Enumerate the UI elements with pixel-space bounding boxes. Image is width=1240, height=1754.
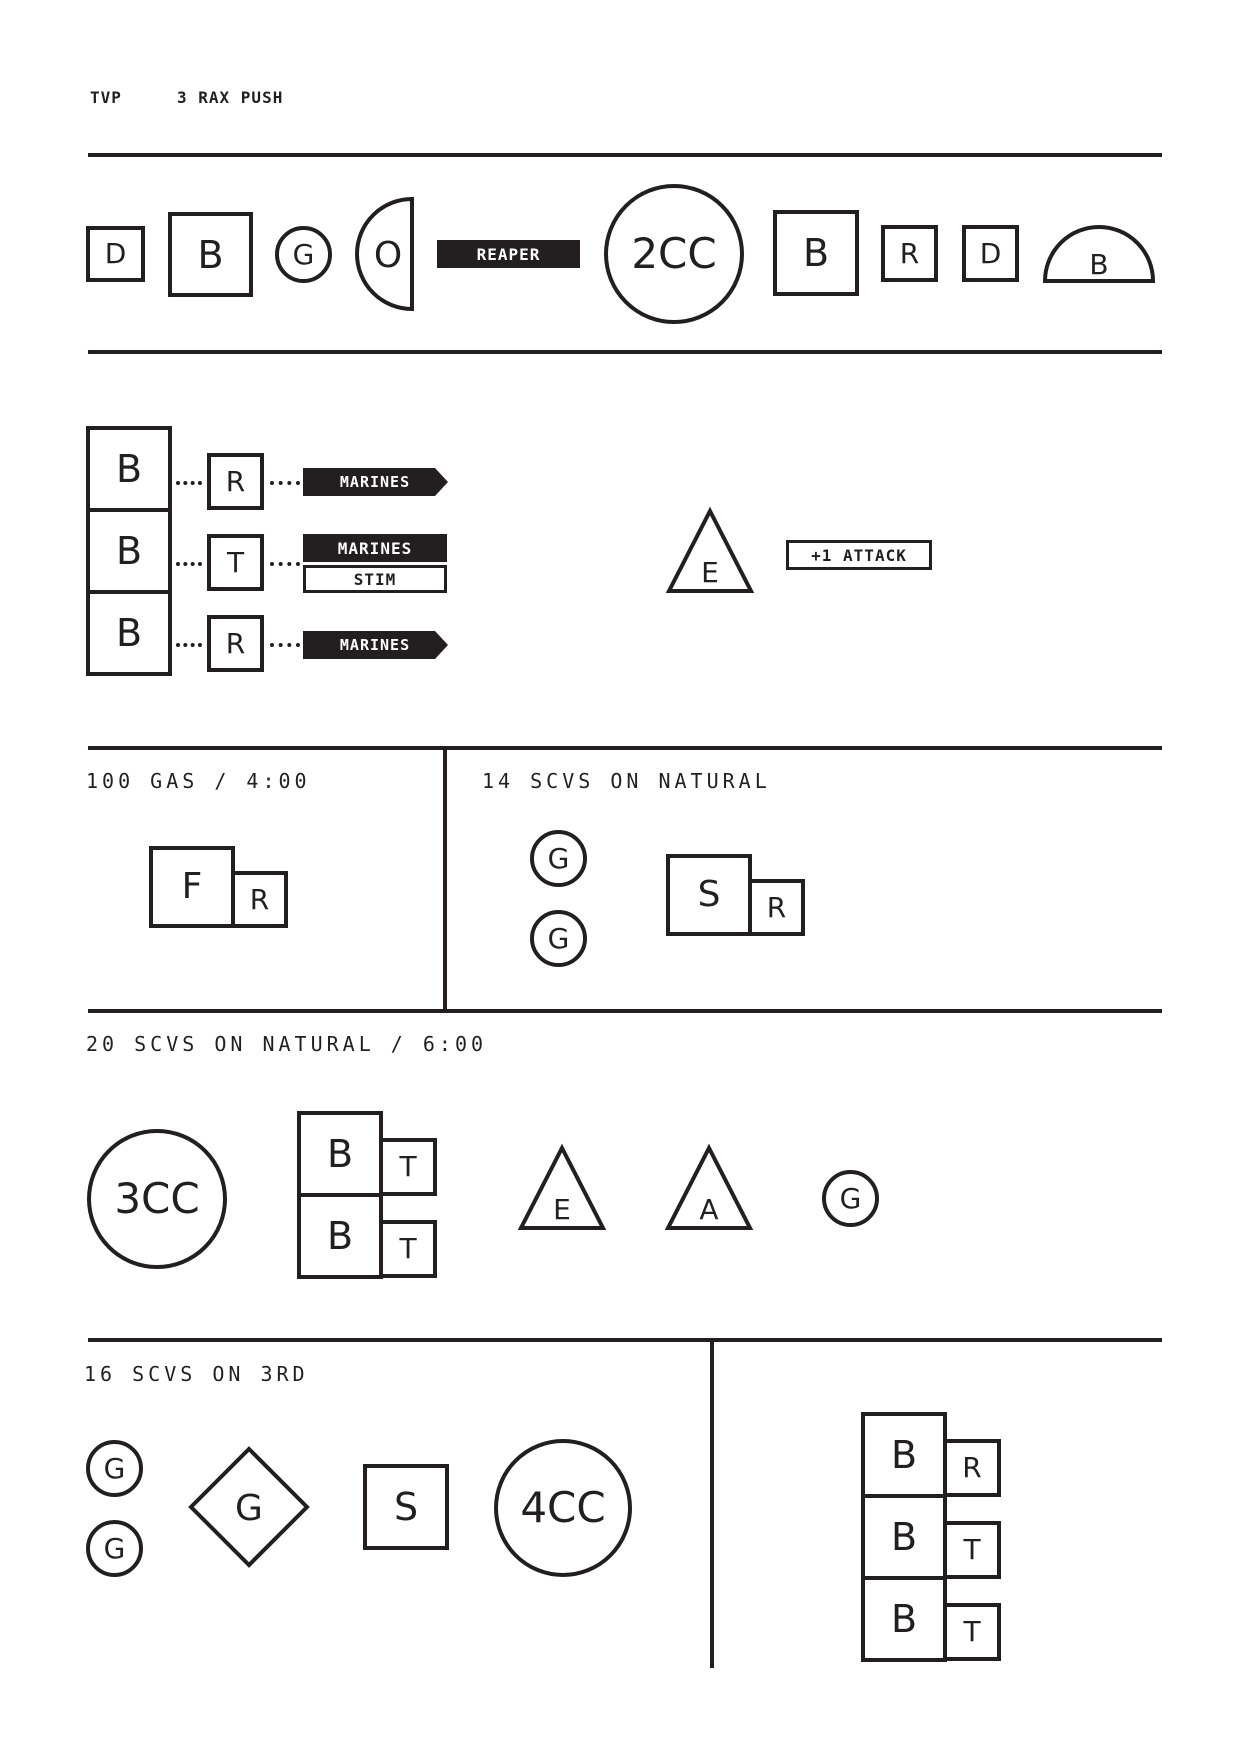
orbital-letter: O (373, 235, 403, 276)
connector-3b (270, 643, 300, 647)
supply-depot-2-letter: D (979, 236, 1002, 270)
barracks-section4-2-letter: B (326, 1214, 354, 1258)
marines-arrow-tag-2-label: MARINES (339, 636, 411, 654)
stim-tag: STIM (303, 565, 447, 593)
gas-1-letter: G (292, 237, 315, 271)
starport-section3-letter: S (697, 874, 721, 915)
matchup-label: TVP (90, 88, 122, 107)
reaper-tag: REAPER (437, 240, 580, 268)
starport-section3 (666, 854, 752, 936)
gas-section4-letter: G (839, 1181, 862, 1215)
gas-section5-2-letter: G (103, 1531, 126, 1565)
divider-section5 (88, 1338, 1162, 1342)
starport-section5-letter: S (393, 1485, 419, 1529)
addon-techlab-letter: T (226, 545, 245, 579)
reactor-section5 (943, 1439, 1001, 1497)
techlab-section5-2 (943, 1603, 1001, 1661)
addon-reactor-1-letter: R (225, 464, 246, 498)
connector-3a (176, 643, 202, 647)
engineering-bay-2 (518, 1145, 606, 1231)
gas-section5-1 (86, 1440, 143, 1497)
section3-left-label: 100 GAS / 4:00 (86, 769, 311, 793)
starport-reactor-letter: R (766, 890, 787, 924)
gas-section3-1-letter: G (547, 841, 570, 875)
marines-tag-techlab: MARINES (303, 534, 447, 562)
barracks-2-letter: B (802, 231, 830, 275)
refinery-1-letter: R (899, 236, 920, 270)
divider-top (88, 153, 1162, 157)
techlab-section4-1 (379, 1138, 437, 1196)
armory (665, 1145, 753, 1231)
third-command-center (87, 1129, 227, 1269)
divider-row1 (88, 350, 1162, 354)
third-command-center-label: 3CC (114, 1174, 200, 1223)
techlab-section4-1-letter: T (399, 1150, 417, 1183)
addon-techlab (207, 534, 264, 591)
addon-reactor-1 (207, 453, 264, 510)
barracks-section5-1 (861, 1412, 947, 1498)
gas-section3-2 (530, 910, 587, 967)
second-command-center-label: 2CC (631, 229, 717, 278)
factory (149, 846, 235, 928)
connector-1a (176, 481, 202, 485)
gas-section3-2-letter: G (547, 921, 570, 955)
divider-vertical-section3 (443, 746, 447, 1011)
factory-letter: F (181, 866, 203, 907)
marines-arrow-tag-2 (303, 631, 448, 659)
marines-arrow-tag-1 (303, 468, 448, 496)
bunker-half-circle (1043, 224, 1155, 284)
fourth-command-center (494, 1439, 632, 1577)
starport-reactor (748, 879, 805, 936)
bunker-letter: B (1089, 248, 1109, 281)
techlab-section5-1 (943, 1521, 1001, 1579)
engineering-bay-1 (666, 508, 754, 594)
factory-reactor-letter: R (249, 882, 270, 916)
barracks-stack-2 (86, 508, 172, 594)
barracks-stack-1 (86, 426, 172, 512)
barracks-section4-1 (297, 1111, 383, 1197)
refinery-1 (881, 225, 938, 282)
divider-vertical-section5 (710, 1338, 714, 1668)
section3-right-label: 14 SCVS ON NATURAL (482, 769, 771, 793)
barracks-stack-3-letter: B (115, 611, 143, 655)
connector-1b (270, 481, 300, 485)
gas-section5-2 (86, 1520, 143, 1577)
barracks-stack-3 (86, 590, 172, 676)
engineering-bay-1-letter: E (701, 556, 719, 589)
techlab-section4-2 (379, 1220, 437, 1278)
barracks-section5-3 (861, 1576, 947, 1662)
addon-reactor-2 (207, 615, 264, 672)
barracks-section4-1-letter: B (326, 1132, 354, 1176)
reactor-section5-letter: R (962, 1451, 982, 1484)
divider-section3 (88, 746, 1162, 750)
barracks-2 (773, 210, 859, 296)
ghost-academy-diamond (188, 1446, 310, 1568)
barracks-1 (168, 212, 253, 297)
barracks-section4-2 (297, 1193, 383, 1279)
barracks-stack-2-letter: B (115, 529, 143, 573)
techlab-section4-2-letter: T (399, 1232, 417, 1265)
connector-2b (270, 562, 300, 566)
techlab-section5-1-letter: T (963, 1533, 981, 1566)
supply-depot-2 (962, 225, 1019, 282)
gas-section3-1 (530, 830, 587, 887)
barracks-section5-1-letter: B (890, 1433, 918, 1477)
supply-depot-1 (86, 226, 145, 282)
gas-1 (275, 226, 332, 283)
connector-2a (176, 562, 202, 566)
gas-section5-1-letter: G (103, 1451, 126, 1485)
section5-label: 16 SCVS ON 3RD (84, 1362, 309, 1386)
divider-section4 (88, 1009, 1162, 1013)
factory-reactor (231, 871, 288, 928)
orbital-half-circle (354, 196, 416, 312)
armory-letter: A (699, 1193, 719, 1226)
starport-section5 (363, 1464, 449, 1550)
barracks-section5-2 (861, 1494, 947, 1580)
build-title: 3 RAX PUSH (177, 88, 284, 107)
gas-section4 (822, 1170, 879, 1227)
second-command-center (604, 184, 744, 324)
barracks-stack-1-letter: B (115, 447, 143, 491)
engineering-bay-2-letter: E (553, 1193, 571, 1226)
barracks-1-letter: B (197, 232, 224, 277)
attack-upgrade-tag: +1 ATTACK (786, 540, 932, 570)
supply-depot-1-letter: D (104, 237, 127, 270)
ghost-academy-letter: G (235, 1488, 263, 1529)
barracks-section5-2-letter: B (890, 1515, 918, 1559)
section4-label: 20 SCVS ON NATURAL / 6:00 (86, 1032, 488, 1056)
barracks-section5-3-letter: B (890, 1597, 918, 1641)
addon-reactor-2-letter: R (225, 626, 246, 660)
marines-arrow-tag-1-label: MARINES (339, 473, 411, 491)
techlab-section5-2-letter: T (963, 1615, 981, 1648)
fourth-command-center-label: 4CC (520, 1483, 606, 1532)
